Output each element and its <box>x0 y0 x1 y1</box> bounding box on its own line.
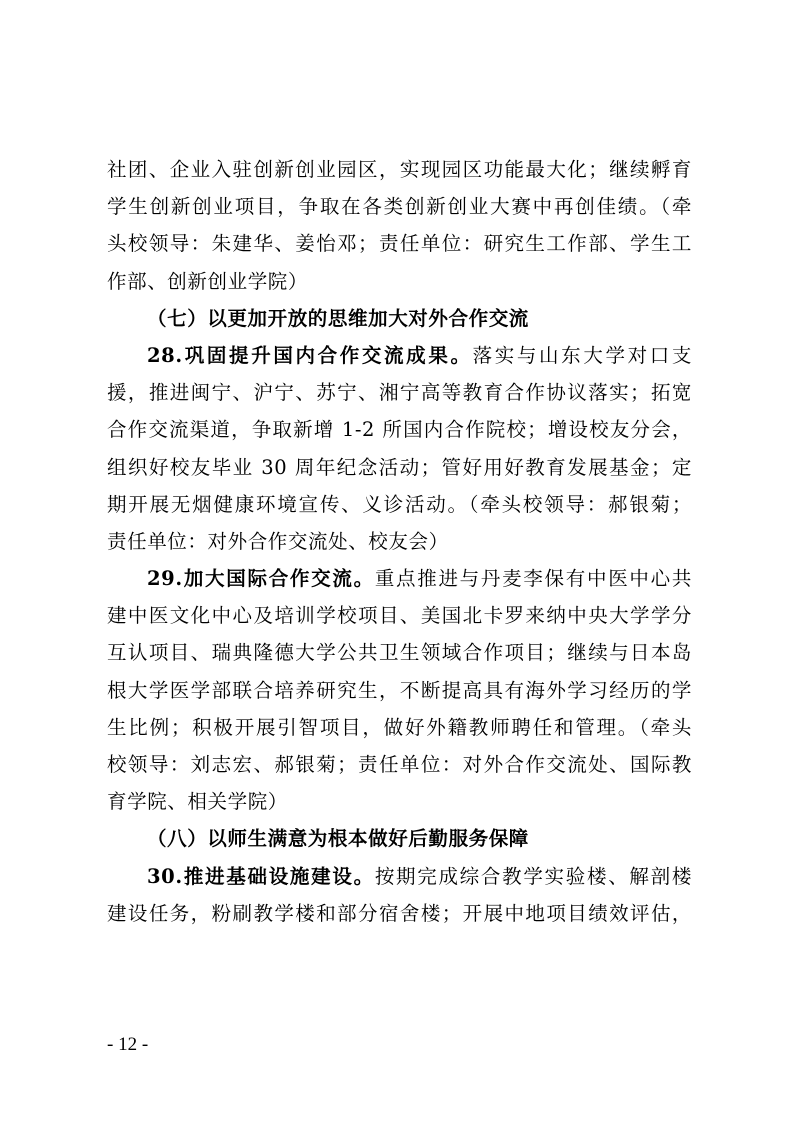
section-heading-7: （七）以更加开放的思维加大对外合作交流 <box>147 306 529 330</box>
item-30-title: 30.推进基础设施建设。 <box>147 864 375 888</box>
paragraph-line: 互认项目、瑞典隆德大学公共卫生领域合作项目；继续与日本岛 <box>107 641 692 665</box>
body-text <box>107 151 692 932</box>
paragraph-line: 援，推进闽宁、沪宁、苏宁、湘宁高等教育合作协议落实；拓宽 <box>107 381 692 405</box>
page-number: - 12 - <box>107 1034 149 1055</box>
item-28-title: 28.巩固提升国内合作交流成果。 <box>147 343 473 367</box>
item-29-title: 29.加大国际合作交流。 <box>147 567 375 591</box>
item-30-text: 按期完成综合教学实验楼、解剖楼 <box>374 864 692 888</box>
paragraph-line: 期开展无烟健康环境宣传、义诊活动。（牵头校领导：郝银菊； <box>107 492 692 516</box>
section-heading-8: （八）以师生满意为根本做好后勤服务保障 <box>147 827 529 851</box>
paragraph-line: 社团、企业入驻创新创业园区，实现园区功能最大化；继续孵育 <box>107 158 692 181</box>
paragraph-line: 校领导：刘志宏、郝银菊；责任单位：对外合作交流处、国际教 <box>107 753 692 776</box>
item-29-text: 重点推进与丹麦李保有中医中心共 <box>374 567 692 591</box>
item-30-first-line <box>107 858 692 895</box>
paragraph-line: 生比例；积极开展引智项目，做好外籍教师聘任和管理。（牵头 <box>107 715 692 739</box>
paragraph-line: 头校领导：朱建华、姜怡邓；责任单位：研究生工作部、学生工 <box>107 232 692 256</box>
paragraph-line: 建设任务，粉刷教学楼和部分宿舍楼；开展中地项目绩效评估， <box>107 901 692 925</box>
paragraph-line: 建中医文化中心及培训学校项目、美国北卡罗来纳中央大学学分 <box>107 604 692 628</box>
paragraph-line: 责任单位：对外合作交流处、校友会） <box>107 529 449 553</box>
item-29-first-line <box>107 560 692 597</box>
paragraph-line: 学生创新创业项目，争取在各类创新创业大赛中再创佳绩。（牵 <box>107 195 692 219</box>
paragraph-line: 合作交流渠道，争取新增 1-2 所国内合作院校；增设校友分会， <box>107 418 692 442</box>
paragraph-line: 作部、创新创业学院） <box>107 269 309 293</box>
paragraph-line: 根大学医学部联合培养研究生，不断提高具有海外学习经历的学 <box>107 678 692 702</box>
item-28-text: 落实与山东大学对口支 <box>472 343 692 367</box>
paragraph-line: 育学院、相关学院） <box>107 790 288 814</box>
item-28-first-line <box>107 337 692 374</box>
paragraph-line: 组织好校友毕业 30 周年纪念活动；管好用好教育发展基金；定 <box>107 455 692 479</box>
